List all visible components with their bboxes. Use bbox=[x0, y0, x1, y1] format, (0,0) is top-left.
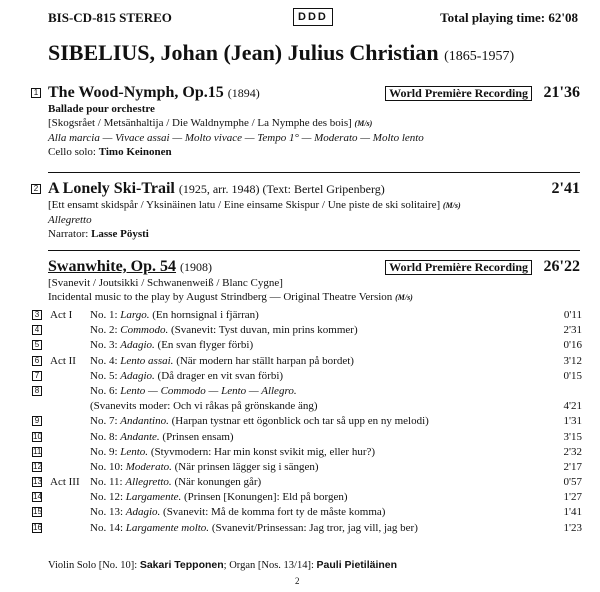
total-playing-time: Total playing time: 62'08 bbox=[440, 10, 578, 25]
work-swanwhite bbox=[48, 258, 580, 305]
track-description: No. 9: Lento. (Styvmodern: Har min konst svikit mig, eller hur?) bbox=[90, 445, 376, 458]
track-row bbox=[30, 445, 582, 460]
track-number: 9 bbox=[32, 416, 42, 426]
track-row bbox=[30, 460, 582, 475]
track-duration: 1'23 bbox=[563, 521, 582, 534]
act-label: Act III bbox=[50, 476, 80, 489]
track-description: No. 2: Commodo. (Svanevit: Tyst duvan, min prins kommer) bbox=[90, 324, 358, 337]
divider bbox=[48, 172, 580, 173]
track-description: No. 14: Largamente molto. (Svanevit/Prinsessan: Jag tror, jag vill, jag ber) bbox=[90, 521, 418, 534]
track-number: 14 bbox=[33, 492, 42, 502]
swanwhite-track-list bbox=[30, 308, 582, 536]
track-number: 12 bbox=[33, 461, 42, 471]
track-duration: 1'41 bbox=[563, 506, 582, 519]
track-duration: 1'31 bbox=[563, 415, 582, 428]
track-description: (Svanevits moder: Och vi råkas på grönskande äng) bbox=[90, 400, 318, 413]
work-subtitle: Ballade pour orchestre bbox=[48, 103, 155, 115]
track-row bbox=[30, 354, 582, 369]
page-number: 2 bbox=[295, 576, 300, 586]
ddd-badge: DDD bbox=[293, 8, 333, 26]
track-number: 7 bbox=[32, 371, 42, 381]
track-row bbox=[30, 521, 582, 536]
track-row bbox=[30, 505, 582, 520]
premiere-badge: World Première Recording bbox=[385, 260, 532, 275]
work-lonely-ski-trail bbox=[48, 180, 580, 241]
work-title: The Wood-Nymph, Op.15 (1894) bbox=[48, 84, 260, 101]
track-number: 13 bbox=[33, 477, 42, 487]
track-description: No. 10: Moderato. (När prinsen lägger sig i sängen) bbox=[90, 460, 319, 473]
track-number: 3 bbox=[32, 310, 42, 320]
track-row bbox=[30, 399, 582, 414]
track-duration: 0'15 bbox=[563, 369, 582, 382]
track-number: 4 bbox=[32, 325, 42, 335]
tempo-marking: Allegretto bbox=[48, 214, 92, 226]
work-duration: 21'36 bbox=[543, 84, 580, 101]
track-description: No. 3: Adagio. (En svan flyger förbi) bbox=[90, 339, 254, 352]
track-row bbox=[30, 338, 582, 353]
work-duration: 26'22 bbox=[543, 258, 580, 275]
alt-titles: [Ett ensamt skidspår / Yksinäinen latu / Eine einsame Skispur / Une piste de ski solitaire] (M/s) bbox=[48, 199, 461, 211]
track-row bbox=[30, 369, 582, 384]
track-duration: 0'57 bbox=[563, 476, 582, 489]
track-number: 16 bbox=[33, 522, 42, 532]
track-duration: 0'16 bbox=[563, 339, 582, 352]
header bbox=[48, 8, 578, 28]
narrator-credit: Narrator: Lasse Pöysti bbox=[48, 228, 149, 240]
track-row bbox=[30, 384, 582, 399]
track-description: No. 4: Lento assai. (När modern har ställt harpan på bordet) bbox=[90, 354, 354, 367]
alt-titles: [Skogsrået / Metsänhaltija / Die Waldnymphe / La Nymphe des bois] (M/s) bbox=[48, 117, 373, 129]
track-description: No. 1: Largo. (En hornsignal i fjärran) bbox=[90, 309, 259, 321]
track-row bbox=[30, 490, 582, 505]
composer-heading bbox=[48, 40, 514, 66]
track-duration: 3'15 bbox=[563, 430, 582, 443]
track-description: No. 12: Largamente. (Prinsen [Konungen]: Eld på borgen) bbox=[90, 491, 348, 504]
act-label: Act I bbox=[50, 309, 73, 321]
track-duration: 2'32 bbox=[563, 445, 582, 458]
work-duration: 2'41 bbox=[551, 180, 580, 197]
incidental-note: Incidental music to the play by August Strindberg — Original Theatre Version (M/s) bbox=[48, 291, 413, 303]
track-number: 1 bbox=[31, 88, 41, 98]
track-description: No. 11: Allegretto. (När konungen går) bbox=[90, 476, 262, 489]
track-duration: 4'21 bbox=[563, 400, 582, 413]
track-row bbox=[30, 414, 582, 429]
track-duration: 1'27 bbox=[563, 491, 582, 504]
composer-name: SIBELIUS, Johan (Jean) Julius Christian bbox=[48, 40, 439, 65]
track-duration: 3'12 bbox=[563, 354, 582, 367]
track-row bbox=[30, 430, 582, 445]
track-description: No. 7: Andantino. (Harpan tystnar ett ögonblick och tar så upp en ny melodi) bbox=[90, 415, 429, 428]
track-description: No. 6: Lento — Commodo — Lento — Allegro. bbox=[90, 384, 297, 397]
soloist-credit: Cello solo: Timo Keinonen bbox=[48, 146, 172, 158]
track-description: No. 5: Adagio. (Då drager en vit svan förbi) bbox=[90, 369, 284, 382]
track-number: 5 bbox=[32, 340, 42, 350]
track-number: 8 bbox=[32, 386, 42, 396]
catalog-label: BIS-CD-815 STEREO bbox=[48, 10, 172, 25]
divider bbox=[48, 250, 580, 251]
track-row bbox=[30, 308, 582, 323]
track-number: 6 bbox=[32, 356, 42, 366]
track-row bbox=[30, 323, 582, 338]
track-number: 15 bbox=[33, 507, 42, 517]
premiere-badge: World Première Recording bbox=[385, 86, 532, 101]
work-wood-nymph bbox=[48, 84, 580, 159]
work-title: Swanwhite, Op. 54 (1908) bbox=[48, 258, 213, 275]
alt-titles: [Svanevit / Joutsikki / Schwanenweiß / Blanc Cygne] bbox=[48, 277, 283, 289]
tempo-markings: Alla marcia — Vivace assai — Molto vivace — Tempo 1° — Moderato — Molto lento bbox=[48, 132, 424, 144]
track-number: 10 bbox=[33, 431, 42, 441]
track-number: 11 bbox=[33, 446, 42, 456]
track-description: No. 8: Andante. (Prinsen ensam) bbox=[90, 430, 234, 443]
performer-credits: Violin Solo [No. 10]: Sakari Tepponen; Organ [Nos. 13/14]: Pauli Pietiläinen bbox=[48, 559, 398, 571]
track-description: No. 13: Adagio. (Svanevit: Må de komma fort ty de måste komma) bbox=[90, 506, 386, 519]
track-duration: 0'11 bbox=[563, 309, 582, 321]
track-row bbox=[30, 475, 582, 490]
track-number: 2 bbox=[31, 184, 41, 194]
act-label: Act II bbox=[50, 354, 76, 367]
track-duration: 2'17 bbox=[563, 460, 582, 473]
track-duration: 2'31 bbox=[563, 324, 582, 337]
composer-dates: (1865-1957) bbox=[444, 49, 515, 64]
work-title: A Lonely Ski-Trail (1925, arr. 1948) (Text: Bertel Gripenberg) bbox=[48, 180, 385, 197]
